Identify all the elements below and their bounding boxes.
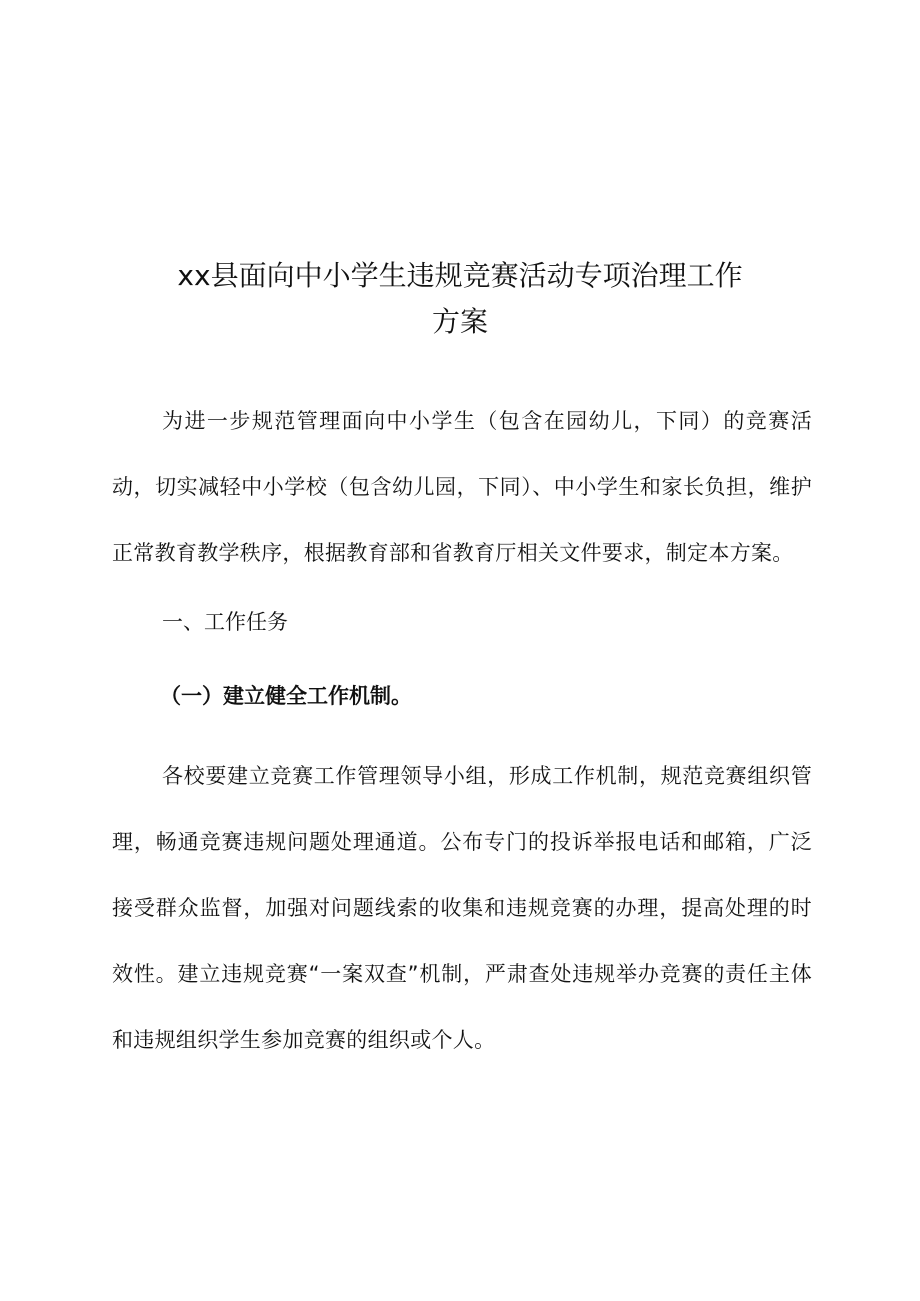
subsection-heading: （一）建立健全工作机制。	[160, 684, 412, 708]
intro-paragraph: 为进一步规范管理面向中小学生（包含在园幼儿，下同）的竞赛活动，切实减轻中小学校（包含幼儿园，下同）、中小学生和家长负担，维护正常教育教学秩序，根据教育部和省教育厅相关文件要求，制定本方案。	[112, 409, 812, 565]
document-title-line-2: 方案	[431, 305, 488, 338]
body-paragraph: 各校要建立竞赛工作管理领导小组，形成工作机制，规范竞赛组织管理，畅通竞赛违规问题处理通道。公布专门的投诉举报电话和邮箱，广泛接受群众监督，加强对问题线索的收集和违规竞赛的办理，提高处理的时效性。建立违规竞赛“一案双查”机制，严肃查处违规举办竞赛的责任主体和违规组织学生参加竞赛的组织或个人。	[112, 764, 812, 1052]
document-title-line-1: xx县面向中小学生违规竞赛活动专项治理工作	[177, 259, 743, 292]
section-heading: 一、工作任务	[162, 610, 288, 634]
